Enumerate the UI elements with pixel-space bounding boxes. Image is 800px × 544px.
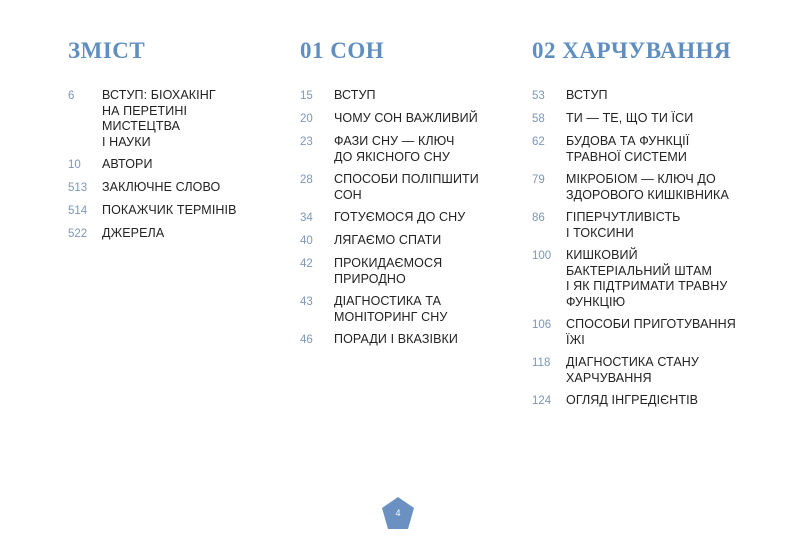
page-number: 43 bbox=[300, 296, 313, 308]
entry-title: СПОСОБИ ПРИГОТУВАННЯ ЇЖІ bbox=[566, 317, 736, 347]
page-number: 124 bbox=[532, 395, 552, 407]
entry-title: ФАЗИ СНУ — КЛЮЧ ДО ЯКІСНОГО СНУ bbox=[334, 134, 455, 164]
entry-title: ПОКАЖЧИК ТЕРМІНІВ bbox=[102, 203, 237, 217]
section-title: 01 СОН bbox=[300, 38, 385, 63]
entry-title: ГОТУЄМОСЯ ДО СНУ bbox=[334, 210, 466, 224]
toc-entry[interactable] bbox=[300, 256, 500, 287]
page-number: 514 bbox=[68, 205, 88, 217]
page-number: 522 bbox=[68, 228, 88, 240]
toc-entry[interactable] bbox=[68, 180, 268, 196]
toc-entry[interactable] bbox=[300, 134, 500, 165]
entry-title: ЛЯГАЄМО СПАТИ bbox=[334, 233, 442, 247]
page-number: 23 bbox=[300, 136, 313, 148]
entry-title: ПОРАДИ І ВКАЗІВКИ bbox=[334, 332, 458, 346]
toc-entry[interactable] bbox=[532, 355, 742, 386]
page-number: 28 bbox=[300, 174, 313, 186]
page-number: 513 bbox=[68, 182, 88, 194]
entry-title: ЗАКЛЮЧНЕ СЛОВО bbox=[102, 180, 221, 194]
entry-title: ДІАГНОСТИКА СТАНУ ХАРЧУВАННЯ bbox=[566, 355, 699, 385]
page-number: 79 bbox=[532, 174, 545, 186]
entry-list bbox=[532, 88, 742, 409]
toc-entry[interactable] bbox=[300, 210, 500, 226]
page-number: 15 bbox=[300, 90, 313, 102]
entry-title: КИШКОВИЙ БАКТЕРІАЛЬНИЙ ШТАМ І ЯК ПІДТРИМАТИ ТРАВНУ ФУНКЦІЮ bbox=[566, 248, 728, 309]
toc-column-sleep bbox=[300, 38, 500, 355]
entry-title: ПРОКИДАЄМОСЯ ПРИРОДНО bbox=[334, 256, 443, 286]
page-number: 118 bbox=[532, 357, 551, 369]
section-title: ЗМІСТ bbox=[68, 38, 146, 63]
page-number: 100 bbox=[532, 250, 552, 262]
toc-entry[interactable] bbox=[532, 393, 742, 409]
toc-entry[interactable] bbox=[532, 210, 742, 241]
toc-column-contents bbox=[68, 38, 268, 249]
entry-title: ТИ — ТЕ, ЩО ТИ ЇСИ bbox=[566, 111, 694, 125]
entry-title: СПОСОБИ ПОЛІПШИТИ СОН bbox=[334, 172, 479, 202]
toc-entry[interactable] bbox=[532, 317, 742, 348]
toc-entry[interactable] bbox=[68, 88, 268, 150]
toc-entry[interactable] bbox=[300, 294, 500, 325]
entry-title: БУДОВА ТА ФУНКЦІЇ ТРАВНОЇ СИСТЕМИ bbox=[566, 134, 690, 164]
entry-title: ВСТУП bbox=[334, 88, 376, 102]
page-number: 34 bbox=[300, 212, 313, 224]
toc-entry[interactable] bbox=[532, 111, 742, 127]
entry-title: ДІАГНОСТИКА ТА МОНІТОРИНГ СНУ bbox=[334, 294, 448, 324]
section-title: 02 ХАРЧУВАННЯ bbox=[532, 38, 732, 63]
page-number: 58 bbox=[532, 113, 545, 125]
toc-entry[interactable] bbox=[300, 88, 500, 104]
toc-entry[interactable] bbox=[532, 172, 742, 203]
footer-page-number: 4 bbox=[395, 508, 401, 518]
page-number: 10 bbox=[68, 159, 81, 171]
entry-title: ВСТУП bbox=[566, 88, 608, 102]
toc-column-nutrition bbox=[532, 38, 742, 416]
entry-list bbox=[68, 88, 268, 242]
page-number: 53 bbox=[532, 90, 545, 102]
page-number: 40 bbox=[300, 235, 313, 247]
toc-entry[interactable] bbox=[300, 172, 500, 203]
page-number: 46 bbox=[300, 334, 313, 346]
toc-entry[interactable] bbox=[68, 226, 268, 242]
toc-entry[interactable] bbox=[532, 88, 742, 104]
entry-list bbox=[300, 88, 500, 348]
toc-entry[interactable] bbox=[532, 134, 742, 165]
toc-entry[interactable] bbox=[300, 111, 500, 127]
page-number: 62 bbox=[532, 136, 545, 148]
page-number: 86 bbox=[532, 212, 545, 224]
entry-title: АВТОРИ bbox=[102, 157, 153, 171]
entry-title: МІКРОБІОМ — КЛЮЧ ДО ЗДОРОВОГО КИШКІВНИКА bbox=[566, 172, 729, 202]
page-number: 42 bbox=[300, 258, 313, 270]
entry-title: ВСТУП: БІОХАКІНГ НА ПЕРЕТИНІ МИСТЕЦТВА І НАУКИ bbox=[102, 88, 216, 149]
toc-entry[interactable] bbox=[532, 248, 742, 310]
entry-title: ДЖЕРЕЛА bbox=[102, 226, 165, 240]
toc-entry[interactable] bbox=[68, 157, 268, 173]
page-number: 106 bbox=[532, 319, 552, 331]
entry-title: ЧОМУ СОН ВАЖЛИВИЙ bbox=[334, 111, 478, 125]
page-number-badge bbox=[381, 496, 415, 530]
page-number: 6 bbox=[68, 90, 75, 102]
toc-entry[interactable] bbox=[300, 332, 500, 348]
toc-entry[interactable] bbox=[300, 233, 500, 249]
page-number: 20 bbox=[300, 113, 313, 125]
toc-entry[interactable] bbox=[68, 203, 268, 219]
entry-title: ОГЛЯД ІНГРЕДІЄНТІВ bbox=[566, 393, 699, 407]
entry-title: ГІПЕРЧУТЛИВІСТЬ І ТОКСИНИ bbox=[566, 210, 681, 240]
